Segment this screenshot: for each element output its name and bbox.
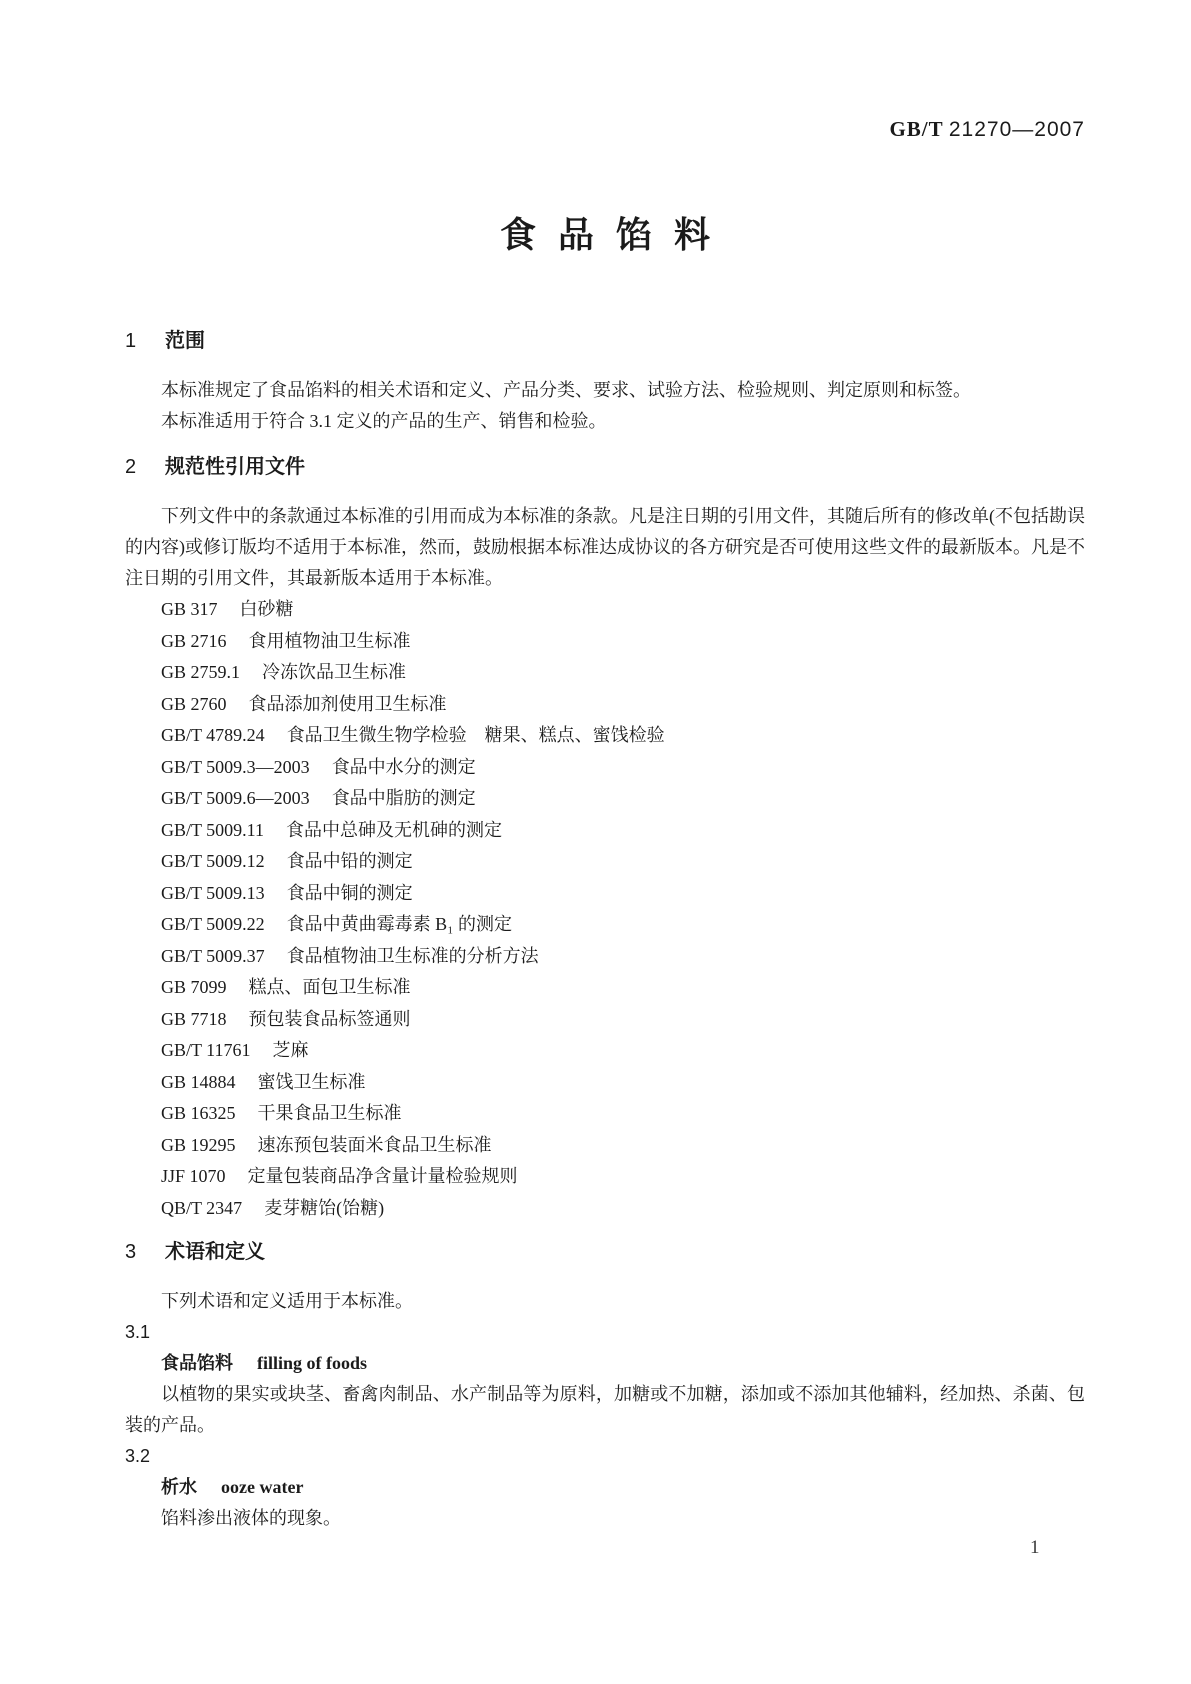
term-name-zh: 食品馅料 bbox=[161, 1353, 233, 1373]
reference-title: 糕点、面包卫生标准 bbox=[248, 977, 411, 997]
section-1-number: 1 bbox=[125, 330, 137, 352]
paragraph: 下列文件中的条款通过本标准的引用而成为本标准的条款。凡是注日期的引用文件，其随后所有的修改单(不包括勘误的内容)或修订版均不适用于本标准，然而，鼓励根据本标准达成协议的各方研究是否可使用这些文件的最新版本。凡是不注日期的引用文件，其最新版本适用于本标准。 bbox=[125, 506, 1085, 588]
reference-code: GB 2759.1 bbox=[161, 662, 241, 682]
reference-title: 食品植物油卫生标准的分析方法 bbox=[286, 945, 539, 966]
reference-item bbox=[161, 1193, 1085, 1225]
reference-item bbox=[161, 594, 1085, 626]
reference-title: 芝麻 bbox=[272, 1040, 309, 1060]
reference-item bbox=[161, 909, 1085, 941]
page-number: 1 bbox=[1030, 1537, 1040, 1558]
reference-item bbox=[161, 626, 1085, 658]
reference-code: GB/T 4789.24 bbox=[161, 725, 265, 745]
reference-title: 食品卫生微生物学检验 糖果、糕点、蜜饯检验 bbox=[286, 725, 665, 745]
reference-code: JJF 1070 bbox=[161, 1166, 226, 1186]
reference-title: 预包装食品标签通则 bbox=[248, 1008, 411, 1029]
reference-item bbox=[161, 941, 1085, 973]
reference-item bbox=[161, 783, 1085, 815]
reference-title: 食品中铜的测定 bbox=[286, 882, 413, 903]
reference-item bbox=[161, 878, 1085, 910]
reference-code: GB 2716 bbox=[161, 630, 227, 651]
reference-code: GB/T 11761 bbox=[161, 1040, 251, 1060]
section-1-body bbox=[125, 375, 1085, 437]
references-list bbox=[125, 594, 1085, 1224]
reference-code: GB/T 5009.11 bbox=[161, 819, 265, 840]
paragraph: 下列术语和定义适用于本标准。 bbox=[161, 1291, 413, 1311]
reference-title: 食品中总砷及无机砷的测定 bbox=[286, 819, 503, 840]
document-title: 食品馅料 bbox=[499, 214, 732, 255]
section-2-title: 规范性引用文件 bbox=[165, 456, 305, 478]
section-1-heading bbox=[125, 329, 1085, 353]
term-name-en: filling of foods bbox=[257, 1353, 368, 1373]
paragraph: 本标准规定了食品馅料的相关术语和定义、产品分类、要求、试验方法、检验规则、判定原则和标签。 bbox=[161, 380, 971, 400]
term-definition: 馅料渗出液体的现象。 bbox=[161, 1508, 341, 1528]
reference-title: 食品添加剂使用卫生标准 bbox=[248, 693, 447, 714]
reference-item bbox=[161, 1035, 1085, 1067]
reference-code: GB 16325 bbox=[161, 1103, 236, 1123]
reference-title: 蜜饯卫生标准 bbox=[257, 1071, 366, 1092]
reference-item bbox=[161, 1067, 1085, 1099]
reference-item bbox=[161, 752, 1085, 784]
reference-item bbox=[161, 657, 1085, 689]
reference-item bbox=[161, 1004, 1085, 1036]
reference-code: GB/T 5009.37 bbox=[161, 945, 265, 966]
reference-code: GB/T 5009.6—2003 bbox=[161, 788, 310, 808]
reference-code: GB 7718 bbox=[161, 1008, 227, 1029]
reference-item bbox=[161, 689, 1085, 721]
reference-code: GB/T 5009.12 bbox=[161, 851, 265, 871]
section-3-number: 3 bbox=[125, 1241, 137, 1263]
section-3-title: 术语和定义 bbox=[165, 1241, 265, 1263]
reference-title: 食品中铅的测定 bbox=[286, 851, 413, 871]
section-2-number: 2 bbox=[125, 456, 137, 478]
reference-title: 白砂糖 bbox=[239, 599, 294, 619]
reference-title: 干果食品卫生标准 bbox=[257, 1103, 402, 1123]
section-1-title: 范围 bbox=[165, 330, 205, 352]
reference-code: GB/T 5009.22 bbox=[161, 914, 265, 934]
term-heading bbox=[161, 1472, 1085, 1503]
reference-title: 食品中水分的测定 bbox=[331, 756, 476, 777]
reference-title: 食用植物油卫生标准 bbox=[248, 630, 411, 651]
term-name-en: ooze water bbox=[221, 1477, 304, 1497]
section-3-body bbox=[125, 1286, 1085, 1534]
reference-title: 冷冻饮品卫生标准 bbox=[262, 662, 407, 682]
section-2-body bbox=[125, 501, 1085, 1224]
term-name-zh: 析水 bbox=[161, 1477, 197, 1497]
reference-code: GB 317 bbox=[161, 599, 218, 619]
reference-code: GB 7099 bbox=[161, 977, 227, 997]
reference-item bbox=[161, 1161, 1085, 1193]
reference-title: 食品中脂肪的测定 bbox=[331, 788, 476, 808]
section-3-heading bbox=[125, 1240, 1085, 1264]
section-2-heading bbox=[125, 455, 1085, 479]
standard-number: 21270—2007 bbox=[948, 118, 1085, 141]
reference-code: QB/T 2347 bbox=[161, 1197, 243, 1218]
standard-number-header bbox=[125, 118, 1085, 141]
reference-code: GB 2760 bbox=[161, 693, 227, 714]
reference-item bbox=[161, 846, 1085, 878]
reference-title: 速冻预包装面米食品卫生标准 bbox=[257, 1134, 492, 1155]
reference-code: GB 14884 bbox=[161, 1071, 236, 1092]
reference-item bbox=[161, 815, 1085, 847]
reference-item bbox=[161, 720, 1085, 752]
reference-code: GB/T 5009.13 bbox=[161, 882, 265, 903]
reference-title: 食品中黄曲霉毒素 B₁ 的测定 bbox=[286, 914, 512, 934]
reference-item bbox=[161, 1098, 1085, 1130]
term-number: 3.2 bbox=[125, 1446, 151, 1466]
reference-title: 麦芽糖饴(饴糖) bbox=[264, 1197, 385, 1218]
reference-item bbox=[161, 972, 1085, 1004]
paragraph: 本标准适用于符合 3.1 定义的产品的生产、销售和检验。 bbox=[161, 411, 607, 431]
reference-item bbox=[161, 1130, 1085, 1162]
term-number: 3.1 bbox=[125, 1322, 151, 1342]
reference-code: GB 19295 bbox=[161, 1134, 236, 1155]
standard-prefix: GB/T bbox=[889, 117, 944, 141]
term-definition: 以植物的果实或块茎、畜禽肉制品、水产制品等为原料，加糖或不加糖，添加或不添加其他辅料，经加热、杀菌、包装的产品。 bbox=[125, 1384, 1085, 1435]
reference-title: 定量包装商品净含量计量检验规则 bbox=[247, 1166, 518, 1186]
reference-code: GB/T 5009.3—2003 bbox=[161, 756, 310, 777]
term-heading bbox=[161, 1348, 1085, 1379]
